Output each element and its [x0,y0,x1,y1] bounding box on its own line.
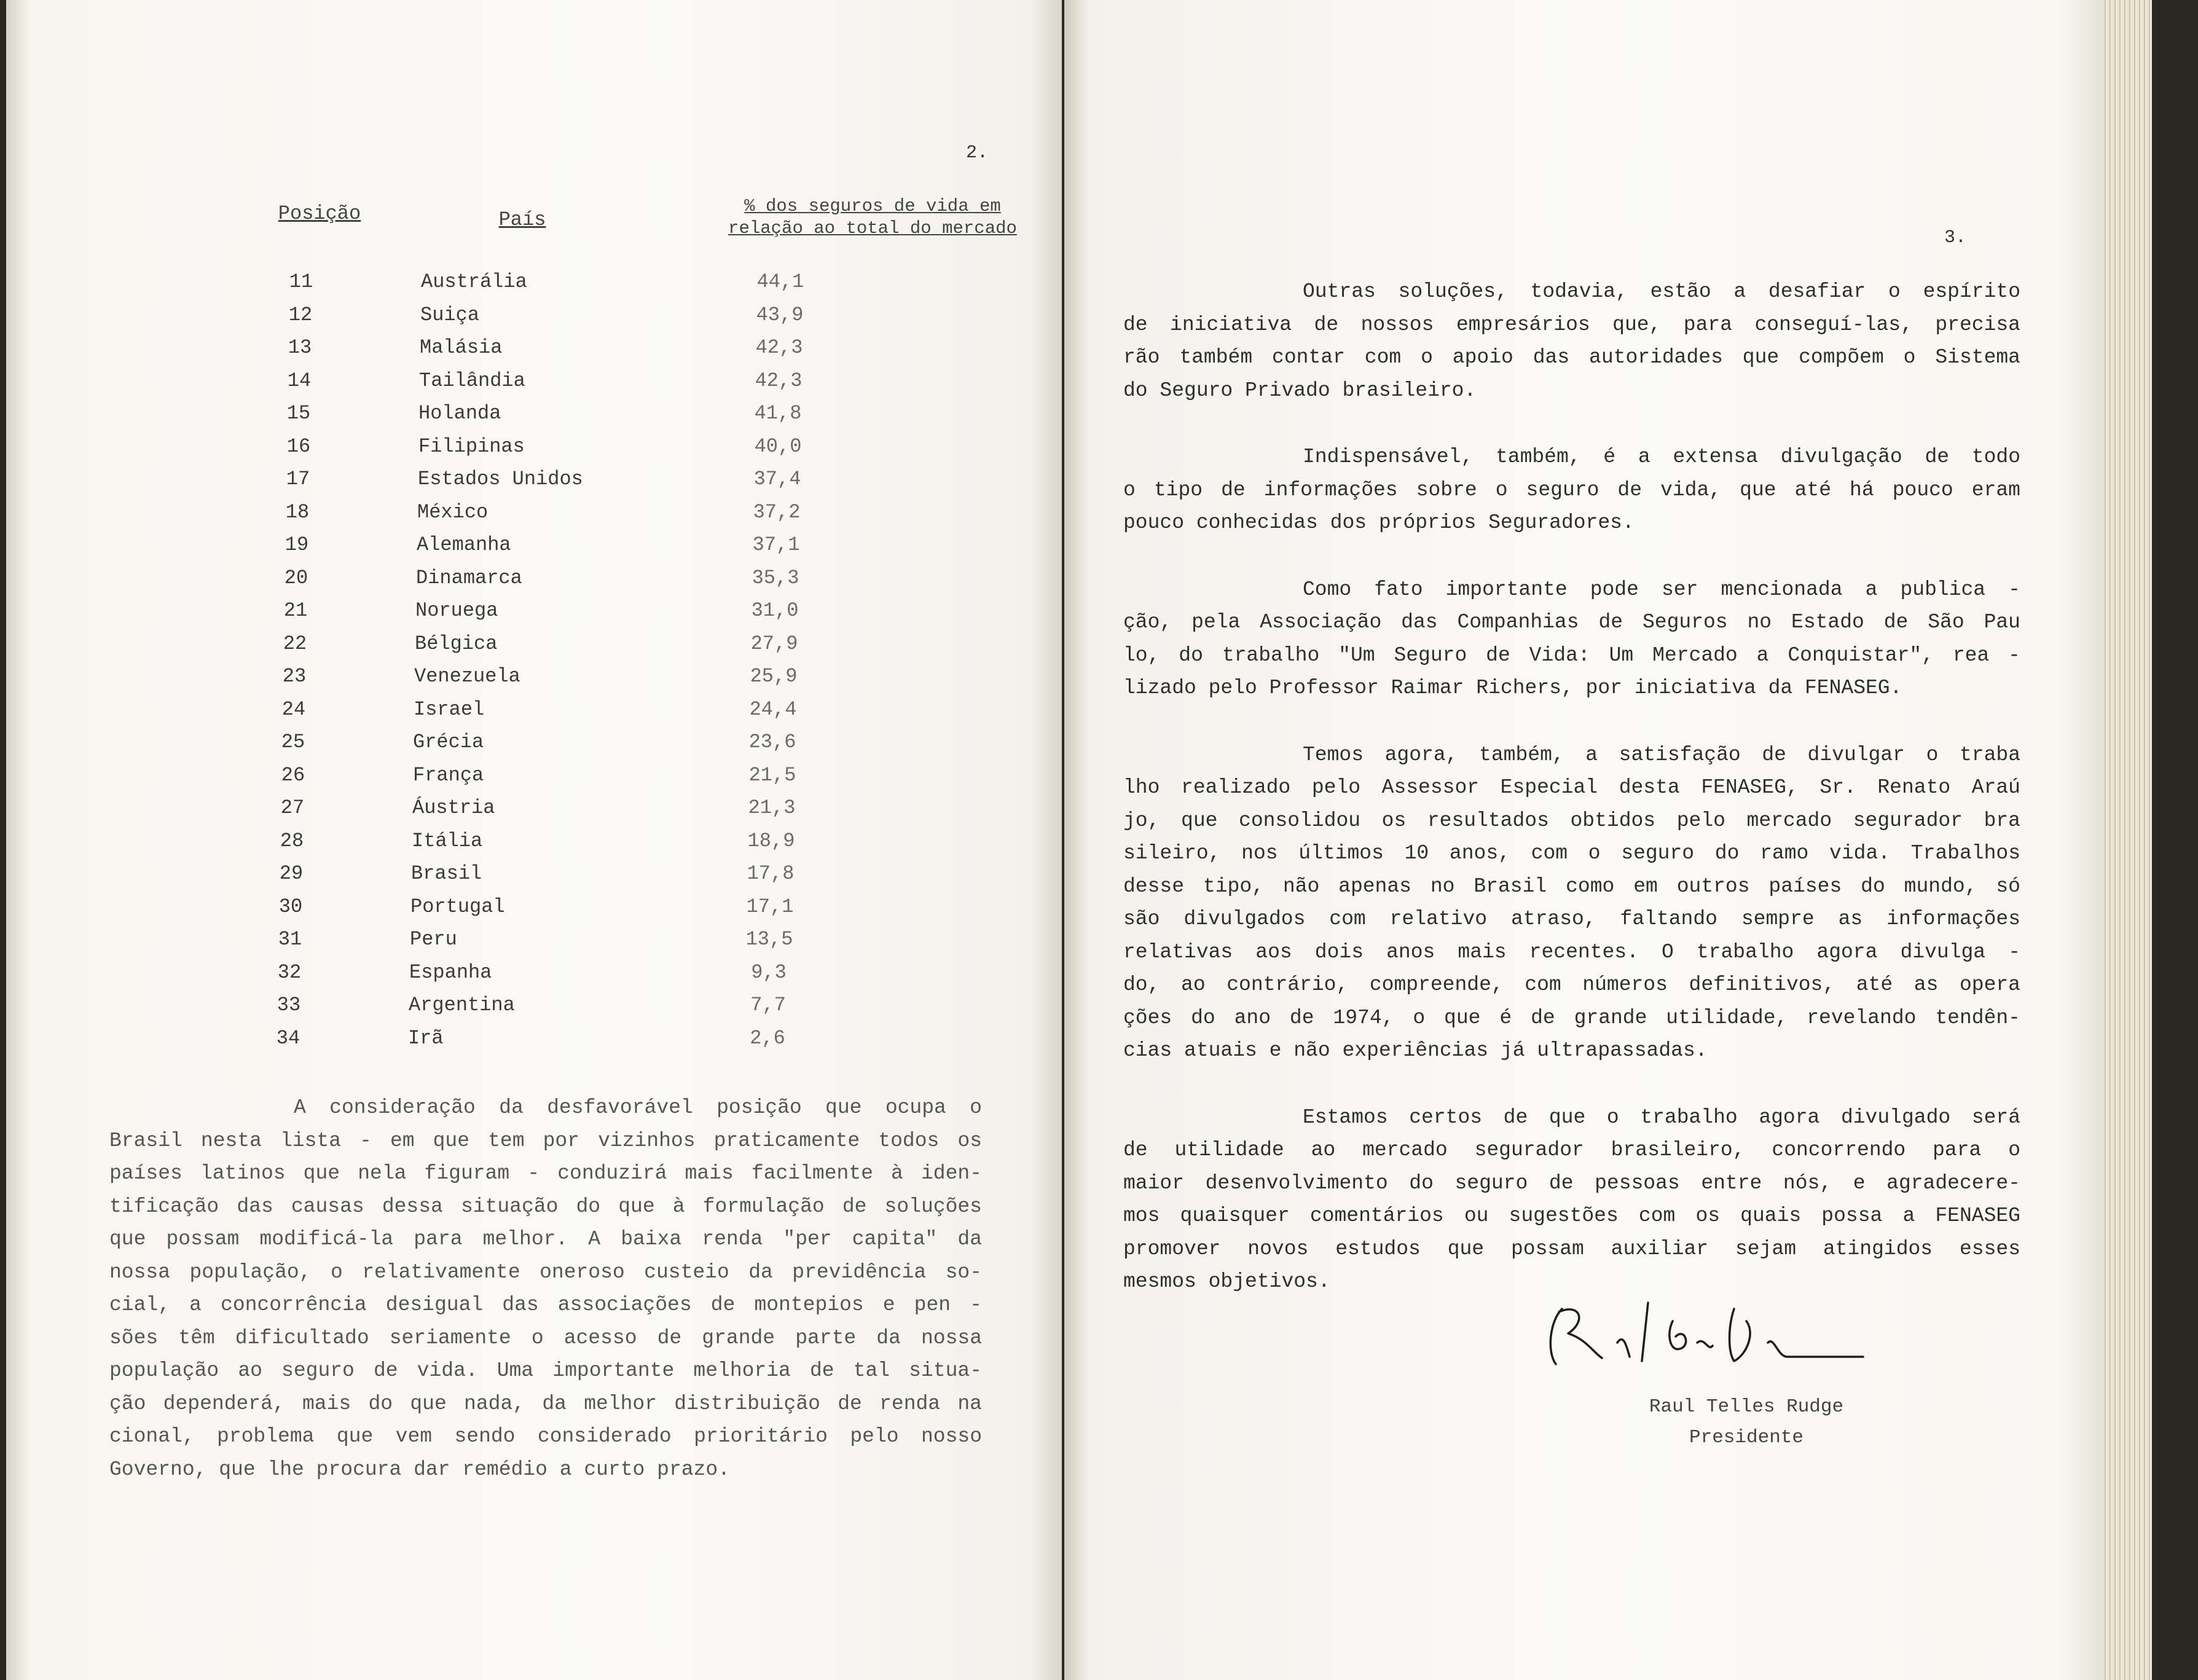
cell-country: Brasil [411,862,482,885]
cell-share: 18,9 [747,830,795,852]
cell-position: 26 [281,764,305,787]
header-share: % dos seguros de vida em relação ao total do mercado [728,196,1017,238]
cell-country: Peru [410,928,457,951]
book-page-edges [2103,0,2152,1680]
page-number-right: 3. [1944,227,1967,248]
paragraph-line: são divulgados com relativo atraso, faltando sempre as informações [1123,908,2020,930]
cell-share: 27,9 [750,632,798,655]
paragraph-line: maior desenvolvimento do seguro de pessoas entre nós, e agradecere- [1123,1171,2020,1195]
paragraph-line: que possam modificá-la para melhor. A baixa renda "per capita" da [109,1228,982,1250]
left-page [6,0,1062,1680]
header-position: Posição [278,202,361,225]
cell-position: 25 [281,731,305,753]
signer-name: Raul Telles Rudge [1649,1396,1844,1418]
paragraph-line: Temos agora, também, a satisfação de divulgar o traba [1303,743,2020,766]
cell-country: Itália [412,830,483,852]
cell-position: 22 [283,632,307,655]
cell-country: Portugal [410,895,505,918]
paragraph-line: ções do ano de 1974, o que é de grande utilidade, revelando tendên- [1123,1006,2020,1029]
paragraph-line: o tipo de informações sobre o seguro de vida, que até há pouco eram [1123,478,2020,501]
table-row [273,501,887,530]
paragraph [1123,275,2020,407]
paragraph-line: tificação das causas dessa situação do que à formulação de soluções [109,1195,982,1218]
cell-country: Alemanha [417,533,511,556]
cell-share: 37,1 [752,533,800,556]
paragraph-line: Brasil nesta lista - em que tem por vizinhos praticamente todos os [109,1129,982,1152]
paragraph-line: lizado pelo Professor Raimar Richers, por iniciativa da FENASEG. [1123,677,1902,699]
cell-position: 20 [284,567,308,589]
cell-share: 31,0 [751,599,799,622]
paragraph-line: de iniciativa de nossos empresários que, para conseguí-las, precisa [1123,313,2020,336]
paragraph [1123,1101,2020,1298]
cell-position: 21 [283,599,308,622]
cell-share: 24,4 [749,698,797,721]
cell-share: 37,4 [753,468,801,490]
paragraph-line: mesmos objetivos. [1123,1270,1330,1293]
paragraph [1123,739,2020,1067]
table-row [271,599,885,629]
cell-position: 23 [282,665,307,688]
paragraph-line: desse tipo, não apenas no Brasil como em outros países do mundo, só [1123,874,2020,898]
page-number-left: 2. [966,143,989,163]
table-row [274,435,889,465]
header-country: País [498,208,546,231]
paragraph-line: promover novos estudos que possam auxiliar sejam atingidos esses [1123,1237,2020,1260]
cell-position: 15 [286,402,311,425]
signature-image [1544,1284,1888,1383]
cell-share: 17,1 [746,895,794,918]
paragraph [1123,573,2020,705]
paragraph-line: países latinos que nela figuram - conduzirá mais facilmente à iden- [109,1162,982,1185]
cell-country: Tailândia [419,369,525,392]
table-row [274,402,889,431]
cell-position: 19 [285,533,309,556]
cell-share: 37,2 [753,501,801,524]
cell-country: Dinamarca [416,567,522,589]
cell-country: Holanda [418,402,501,425]
left-paragraph [109,1091,982,1486]
cell-country: México [417,501,489,524]
cell-share: 42,3 [755,336,803,359]
cell-position: 32 [277,961,302,984]
table-row [270,632,885,662]
cell-position: 34 [276,1027,300,1050]
paragraph-line: ção, pela Associação das Companhias de Seguros no Estado de São Pau [1123,611,2020,634]
signer-title: Presidente [1689,1427,1804,1448]
table-row [264,994,879,1023]
paragraph-line: Como fato importante pode ser mencionada a publica - [1303,578,2020,601]
paragraph-line: pouco conhecidas dos próprios Seguradores. [1123,511,1635,534]
cell-share: 35,3 [752,567,799,589]
cell-share: 13,5 [745,928,793,951]
cell-position: 17 [286,468,310,490]
cell-position: 33 [277,994,301,1016]
table-row [275,369,889,399]
cell-share: 21,3 [748,796,796,819]
table-row [269,731,883,760]
cell-share: 42,3 [755,369,803,392]
cell-share: 21,5 [748,764,796,787]
cell-position: 28 [280,830,304,852]
table-row [273,468,888,497]
cell-position: 31 [278,928,302,951]
cell-country: Irã [408,1027,444,1050]
paragraph-line: jo, que consolidou os resultados obtidos pelo mercado segurador bra [1123,809,2020,832]
paragraph-line: cias atuais e não experiências já ultrapassadas. [1123,1039,1708,1062]
cell-position: 29 [279,862,304,885]
table-row [277,270,891,300]
cell-position: 24 [281,698,306,721]
table-row [272,567,886,596]
paragraph-line: Indispensável, também, é a extensa divulgação de todo [1303,446,2020,468]
cell-country: Israel [414,698,485,721]
paragraph-line: mos quaisquer comentários ou sugestões com os quais possa a FENASEG [1123,1204,2020,1227]
cell-country: Noruega [415,599,498,622]
table-row [275,336,890,366]
paragraph [1123,441,2020,540]
cell-position: 16 [286,435,311,458]
cell-country: Grécia [413,731,484,753]
paragraph-line: do, ao contrário, compreende, com números definitivos, até as opera [1123,973,2020,996]
cell-country: Venezuela [414,665,520,688]
table-row [276,304,890,333]
paragraph-line: lho realizado pelo Assessor Especial desta FENASEG, Sr. Renato Araú [1123,776,2020,799]
paragraph-line: relativas aos dois anos mais recentes. O trabalho agora divulga - [1123,940,2020,964]
cell-share: 25,9 [750,665,798,688]
cell-share: 17,8 [747,862,795,885]
paragraph-line: lo, do trabalho "Um Seguro de Vida: Um Mercado a Conquistar", rea - [1123,643,2020,667]
table-row [264,1027,878,1056]
paragraph-line: cial, a concorrência desigual das associações de montepios e pen - [109,1293,982,1316]
cell-position: 30 [278,895,303,918]
paragraph-line: sileiro, nos últimos 10 anos, com o seguro do ramo vida. Trabalhos [1123,842,2020,865]
paragraph-line: população ao seguro de vida. Uma importante melhoria de tal situa- [109,1359,982,1382]
cell-country: Austrália [421,270,527,293]
table-row [266,895,881,925]
cell-position: 18 [285,501,310,524]
cell-country: Suiça [420,304,480,326]
cell-share: 41,8 [754,402,802,425]
cell-position: 13 [288,336,312,359]
cell-share: 23,6 [748,731,796,753]
table-row [269,698,884,728]
cell-position: 14 [287,369,312,392]
cell-share: 44,1 [756,270,804,293]
table-row [265,928,880,957]
cell-position: 27 [280,796,305,819]
paragraph-line: Governo, que lhe procura dar remédio a curto prazo. [109,1458,730,1481]
table-row [270,665,884,694]
table-row [265,961,879,991]
cell-country: Áustria [412,796,495,819]
book-spread [6,0,2138,1680]
paragraph-line: A consideração da desfavorável posição que ocupa o [294,1096,982,1119]
paragraph-line: Outras soluções, todavia, estão a desafiar o espírito [1303,280,2020,303]
cell-share: 9,3 [751,961,787,984]
paragraph-line: cional, problema que vem sendo considerado prioritário pelo nosso [109,1425,982,1448]
cell-share: 2,6 [750,1027,785,1050]
paragraph-line: de utilidade ao mercado segurador brasileiro, concorrendo para o [1123,1139,2020,1161]
right-page [1064,0,2103,1680]
table-row [268,796,882,826]
cell-position: 12 [288,304,313,326]
cell-country: Bélgica [415,632,498,655]
cell-country: França [413,764,484,787]
table-row [269,764,883,793]
right-body-text [1123,275,2020,1332]
table-row [267,862,881,892]
cell-share: 43,9 [756,304,804,326]
paragraph-line: ção dependerá, mais do que nada, da melhor distribuição de renda na [109,1392,982,1415]
cell-country: Argentina [409,994,515,1016]
table-row [272,533,887,563]
paragraph-line: sões têm dificultado seriamente o acesso de grande parte da nossa [109,1326,982,1349]
cell-share: 7,7 [750,994,786,1016]
cell-country: Filipinas [418,435,525,458]
cell-position: 11 [289,270,313,293]
cell-country: Malásia [420,336,503,359]
paragraph-line: nossa população, o relativamente oneroso custeio da previdência so- [109,1260,982,1284]
paragraph-line: rão também contar com o apoio das autoridades que compõem o Sistema [1123,346,2020,369]
cell-country: Estados Unidos [418,468,583,490]
cell-share: 40,0 [754,435,802,458]
paragraph-line: Estamos certos de que o trabalho agora divulgado será [1303,1105,2020,1129]
cell-country: Espanha [409,961,492,984]
table-row [267,830,882,859]
paragraph-line: do Seguro Privado brasileiro. [1123,379,1477,402]
